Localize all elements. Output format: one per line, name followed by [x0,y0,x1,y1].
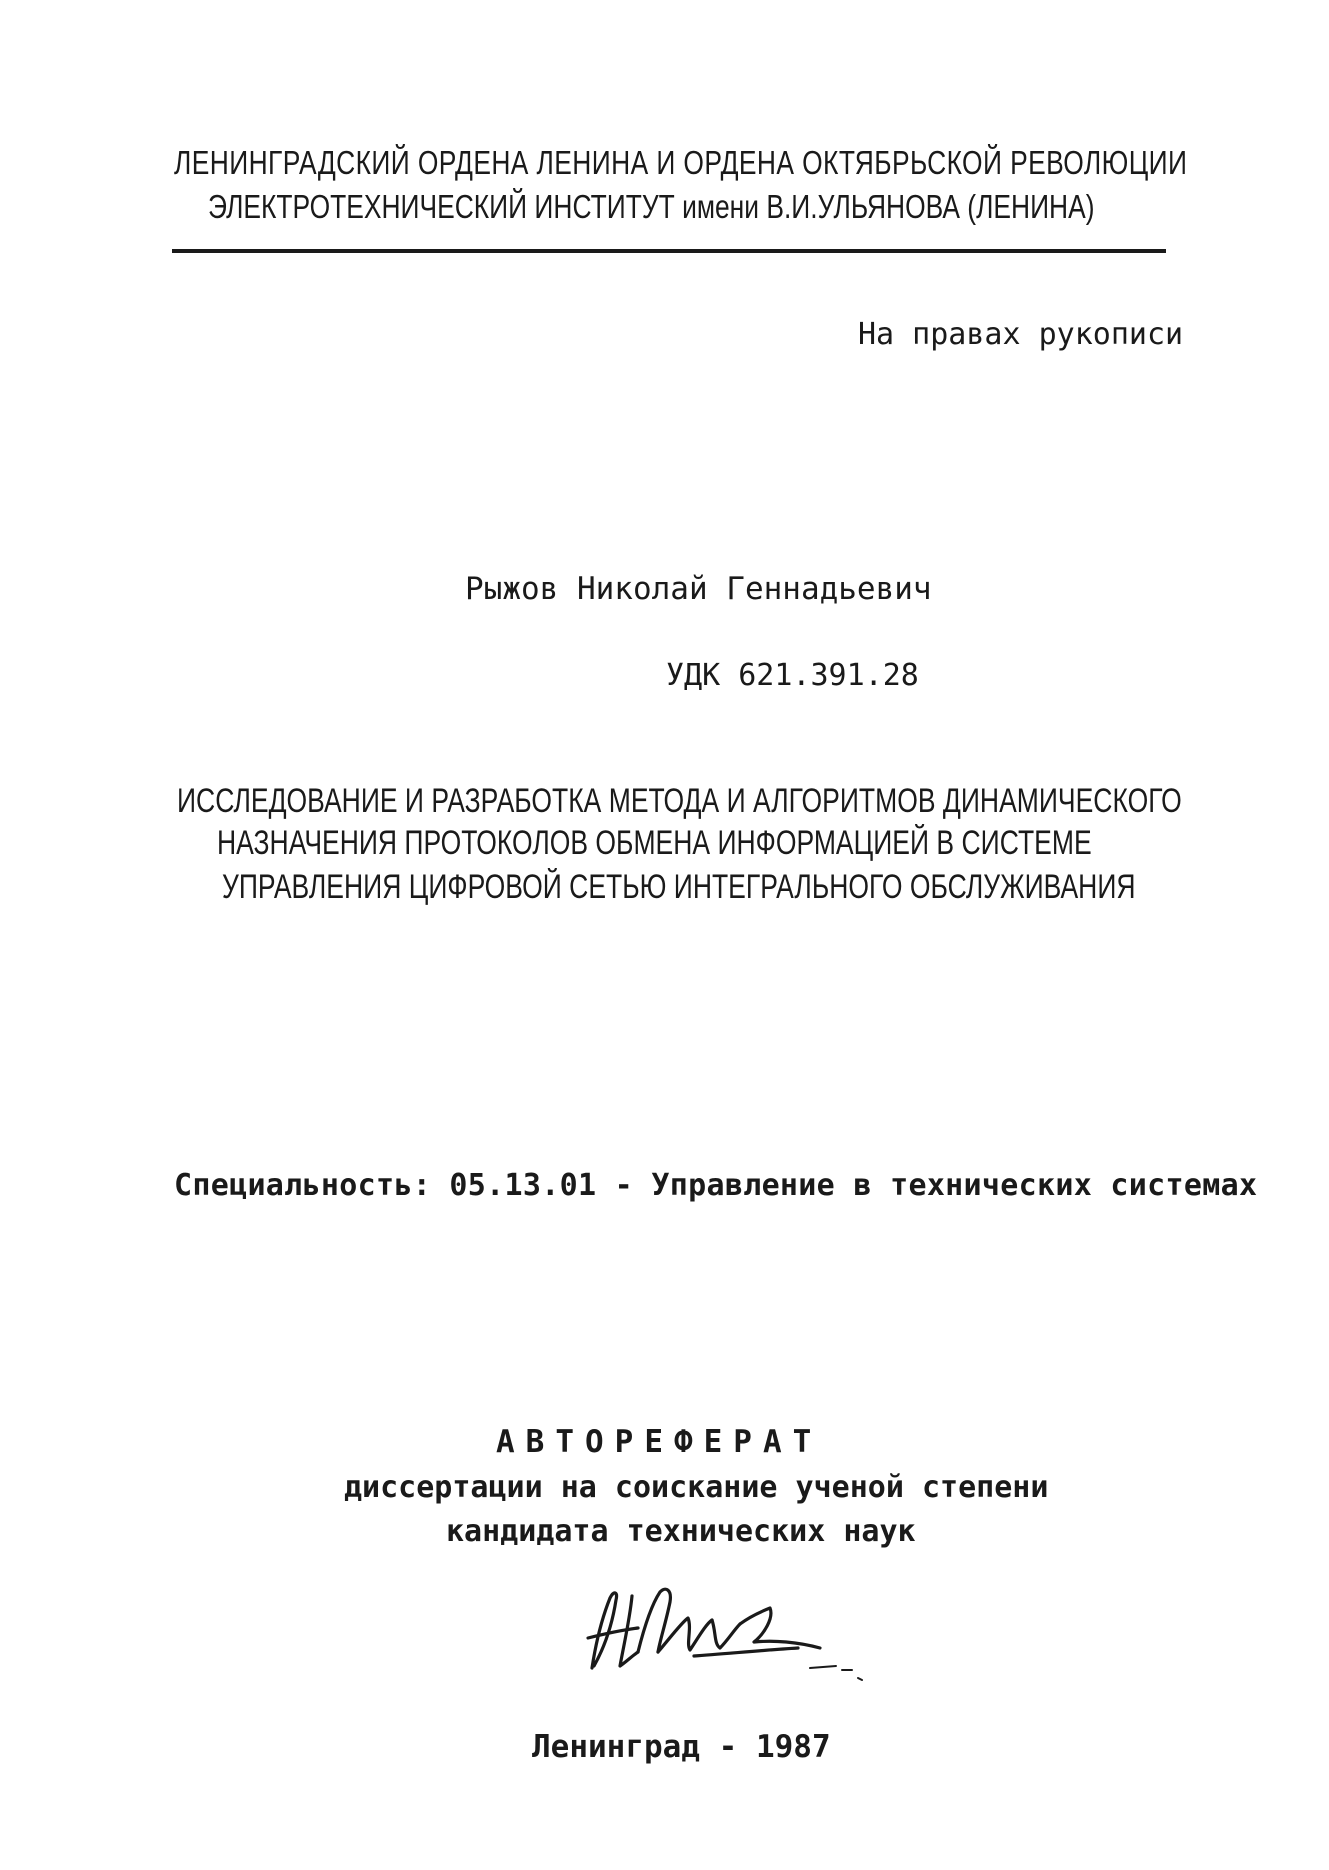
title-line-3: УПРАВЛЕНИЯ ЦИФРОВОЙ СЕТЬЮ ИНТЕГРАЛЬНОГО ОБСЛУЖИВАНИЯ [222,868,1136,906]
rights-note: На правах рукописи [858,317,1184,352]
institution-line-2: ЭЛЕКТРОТЕХНИЧЕСКИЙ ИНСТИТУТ имени В.И.УЛЬЯНОВА (ЛЕНИНА) [208,188,1095,225]
author-name: Рыжов Николай Геннадьевич [465,571,932,607]
header-divider [172,249,1166,253]
title-line-1: ИССЛЕДОВАНИЕ И РАЗРАБОТКА МЕТОДА И АЛГОРИТМОВ ДИНАМИЧЕСКОГО [177,782,1182,820]
city-year: Ленинград - 1987 [532,1729,831,1765]
institution-line-1: ЛЕНИНГРАДСКИЙ ОРДЕНА ЛЕНИНА И ОРДЕНА ОКТЯБРЬСКОЙ РЕВОЛЮЦИИ [174,144,1188,181]
abstract-line-1: диссертации на соискание ученой степени [344,1470,1049,1505]
specialty-line: Специальность: 05.13.01 - Управление в технических системах [174,1168,1258,1203]
title-line-2: НАЗНАЧЕНИЯ ПРОТОКОЛОВ ОБМЕНА ИНФОРМАЦИЕЙ В СИСТЕМЕ [217,824,1092,862]
handwritten-signature-icon [574,1578,874,1688]
abstract-line-2: кандидата технических наук [446,1514,916,1549]
udk-code: УДК 621.391.28 [666,658,919,693]
abstract-heading: АВТОРЕФЕРАТ [496,1424,823,1460]
